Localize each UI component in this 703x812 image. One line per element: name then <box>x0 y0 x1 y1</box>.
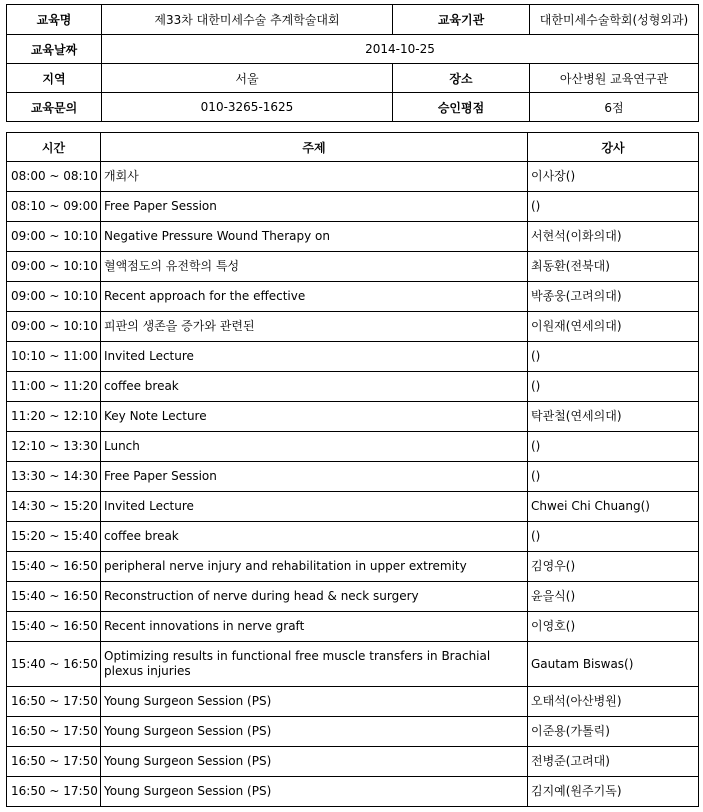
topic-cell: 개회사 <box>101 162 528 192</box>
speaker-cell: 이원재(연세의대) <box>528 312 699 342</box>
region-label: 지역 <box>7 64 102 93</box>
time-cell: 08:00 ~ 08:10 <box>7 162 101 192</box>
time-cell: 16:50 ~ 17:50 <box>7 747 101 777</box>
table-row <box>7 252 699 282</box>
topic-cell: 피판의 생존을 증가와 관련된 <box>101 312 528 342</box>
time-cell: 16:50 ~ 17:50 <box>7 777 101 807</box>
time-cell: 15:40 ~ 16:50 <box>7 552 101 582</box>
course-info-table <box>6 4 699 122</box>
topic-cell: coffee break <box>101 522 528 552</box>
organization-value: 대한미세수술학회(성형외과) <box>530 5 699 35</box>
speaker-cell: () <box>528 342 699 372</box>
schedule-rows <box>7 162 699 807</box>
time-cell: 12:10 ~ 13:30 <box>7 432 101 462</box>
speaker-cell: 오태석(아산병원) <box>528 687 699 717</box>
time-cell: 15:20 ~ 15:40 <box>7 522 101 552</box>
table-row <box>7 402 699 432</box>
topic-cell: Young Surgeon Session (PS) <box>101 777 528 807</box>
topic-cell: Free Paper Session <box>101 192 528 222</box>
time-cell: 09:00 ~ 10:10 <box>7 252 101 282</box>
table-row <box>7 747 699 777</box>
topic-cell: coffee break <box>101 372 528 402</box>
topic-cell: Young Surgeon Session (PS) <box>101 687 528 717</box>
topic-cell: Young Surgeon Session (PS) <box>101 747 528 777</box>
time-cell: 15:40 ~ 16:50 <box>7 612 101 642</box>
topic-header: 주제 <box>101 133 528 162</box>
speaker-cell: () <box>528 462 699 492</box>
table-row <box>7 312 699 342</box>
speaker-cell: () <box>528 192 699 222</box>
date-label: 교육날짜 <box>7 35 102 64</box>
table-row <box>7 432 699 462</box>
speaker-cell: 최동환(전북대) <box>528 252 699 282</box>
table-row <box>7 492 699 522</box>
speaker-cell: 이사장() <box>528 162 699 192</box>
topic-cell: Reconstruction of nerve during head & neck surgery <box>101 582 528 612</box>
topic-cell: Optimizing results in functional free muscle transfers in Brachial plexus injuries <box>101 642 528 687</box>
time-cell: 11:00 ~ 11:20 <box>7 372 101 402</box>
date-value: 2014-10-25 <box>102 35 699 64</box>
speaker-cell: 이준용(가톨릭) <box>528 717 699 747</box>
time-cell: 10:10 ~ 11:00 <box>7 342 101 372</box>
speaker-cell: 이영호() <box>528 612 699 642</box>
table-row <box>7 282 699 312</box>
table-row <box>7 687 699 717</box>
table-row <box>7 582 699 612</box>
table-row <box>7 777 699 807</box>
speaker-cell: 탁관철(연세의대) <box>528 402 699 432</box>
speaker-cell: 윤을식() <box>528 582 699 612</box>
time-cell: 15:40 ~ 16:50 <box>7 582 101 612</box>
course-name-label: 교육명 <box>7 5 102 35</box>
time-cell: 16:50 ~ 17:50 <box>7 717 101 747</box>
topic-cell: Key Note Lecture <box>101 402 528 432</box>
topic-cell: Recent approach for the effective <box>101 282 528 312</box>
table-row <box>7 612 699 642</box>
table-row <box>7 717 699 747</box>
topic-cell: peripheral nerve injury and rehabilitation in upper extremity <box>101 552 528 582</box>
speaker-cell: () <box>528 372 699 402</box>
time-header: 시간 <box>7 133 101 162</box>
speaker-cell: 서현석(이화의대) <box>528 222 699 252</box>
speaker-cell: 박종웅(고려의대) <box>528 282 699 312</box>
schedule-table <box>6 132 699 807</box>
topic-cell: Lunch <box>101 432 528 462</box>
table-row <box>7 192 699 222</box>
topic-cell: 혈액점도의 유전학의 특성 <box>101 252 528 282</box>
score-label: 승인평점 <box>393 93 530 122</box>
time-cell: 09:00 ~ 10:10 <box>7 312 101 342</box>
table-row <box>7 522 699 552</box>
table-row <box>7 342 699 372</box>
topic-cell: Recent innovations in nerve graft <box>101 612 528 642</box>
topic-cell: Free Paper Session <box>101 462 528 492</box>
table-row <box>7 462 699 492</box>
speaker-cell: () <box>528 522 699 552</box>
contact-label: 교육문의 <box>7 93 102 122</box>
time-cell: 13:30 ~ 14:30 <box>7 462 101 492</box>
speaker-cell: 김지예(원주기독) <box>528 777 699 807</box>
score-value: 6점 <box>530 93 699 122</box>
contact-value: 010-3265-1625 <box>102 93 393 122</box>
speaker-cell: Gautam Biswas() <box>528 642 699 687</box>
speaker-cell: () <box>528 432 699 462</box>
topic-cell: Young Surgeon Session (PS) <box>101 717 528 747</box>
speaker-cell: 김영우() <box>528 552 699 582</box>
time-cell: 15:40 ~ 16:50 <box>7 642 101 687</box>
place-value: 아산병원 교육연구관 <box>530 64 699 93</box>
speaker-cell: 전병준(고려대) <box>528 747 699 777</box>
table-row <box>7 222 699 252</box>
topic-cell: Invited Lecture <box>101 342 528 372</box>
speaker-header: 강사 <box>528 133 699 162</box>
course-name-value: 제33차 대한미세수술 추계학술대회 <box>102 5 393 35</box>
speaker-cell: Chwei Chi Chuang() <box>528 492 699 522</box>
place-label: 장소 <box>393 64 530 93</box>
time-cell: 16:50 ~ 17:50 <box>7 687 101 717</box>
table-row <box>7 642 699 687</box>
organization-label: 교육기관 <box>393 5 530 35</box>
time-cell: 09:00 ~ 10:10 <box>7 222 101 252</box>
time-cell: 14:30 ~ 15:20 <box>7 492 101 522</box>
time-cell: 09:00 ~ 10:10 <box>7 282 101 312</box>
table-row <box>7 552 699 582</box>
time-cell: 11:20 ~ 12:10 <box>7 402 101 432</box>
region-value: 서울 <box>102 64 393 93</box>
time-cell: 08:10 ~ 09:00 <box>7 192 101 222</box>
table-row <box>7 372 699 402</box>
topic-cell: Negative Pressure Wound Therapy on <box>101 222 528 252</box>
topic-cell: Invited Lecture <box>101 492 528 522</box>
table-row <box>7 162 699 192</box>
